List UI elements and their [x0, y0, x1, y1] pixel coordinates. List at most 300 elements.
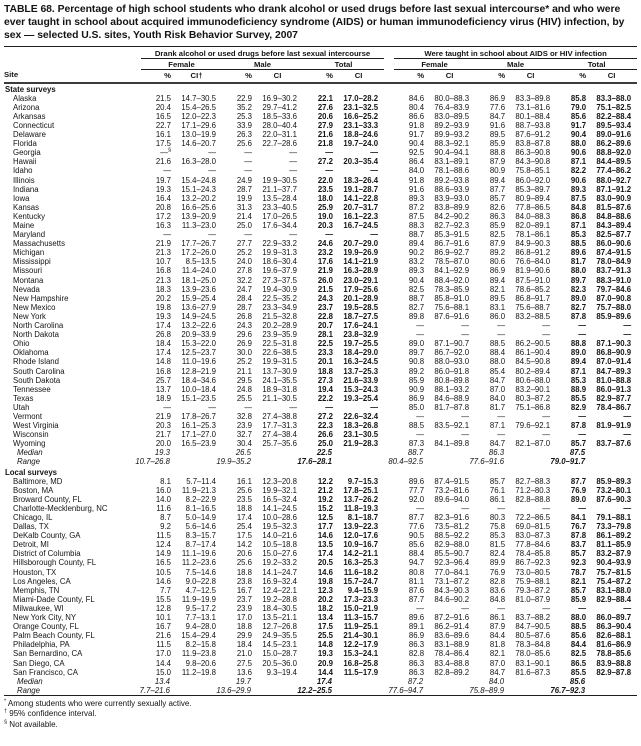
value-cell: 82.7–88.3: [515, 476, 551, 486]
gap-cell: [384, 504, 394, 513]
value-cell: 19.9–35.2: [216, 457, 251, 467]
value-cell: 84.9–90.3: [515, 239, 551, 249]
site-name: Milwaukee, WI: [13, 603, 64, 613]
value-cell: 8.3–15.7: [185, 531, 216, 541]
value-cell: 89.0: [570, 293, 587, 303]
value-cell: 9.3–19.4: [266, 667, 297, 677]
value-cell: 80.9–89.4: [515, 193, 551, 203]
value-cell: 11.3–15.7: [343, 613, 379, 623]
site-name: West Virginia: [13, 421, 59, 431]
site-name: Oklahoma: [13, 348, 49, 358]
value-cell: 76.7–92.3: [550, 685, 586, 695]
value-cell: 11.5: [156, 531, 171, 541]
value-cell: 15.1–23.5: [181, 393, 216, 403]
value-cell: 25.6: [236, 558, 252, 568]
value-cell: 89.9–93.2: [434, 130, 470, 140]
value-cell: 13.5–21.1: [262, 613, 297, 623]
value-cell: 28.1: [317, 330, 333, 340]
value-cell: —: [497, 430, 506, 440]
value-cell: 14.4: [317, 667, 333, 677]
value-cell: 86.3: [408, 667, 425, 677]
value-cell: 7.5–14.6: [185, 567, 216, 577]
value-cell: 20.1–28.9: [343, 293, 379, 303]
value-cell: 15.4–26.5: [181, 102, 216, 112]
subheader-male-drank: Male: [222, 58, 303, 69]
value-cell: 88.8: [489, 148, 506, 158]
value-cell: 16.3: [155, 221, 171, 231]
value-cell: 87.0: [489, 658, 506, 668]
site-name: Ohio: [13, 339, 30, 349]
value-cell: 17.6–24.1: [343, 321, 379, 331]
section-label: State surveys: [5, 84, 56, 94]
value-cell: —: [208, 148, 216, 158]
value-cell: —: [461, 411, 470, 421]
value-cell: 86.9: [489, 266, 506, 276]
value-cell: —: [578, 411, 587, 421]
section-label: Local surveys: [5, 467, 58, 477]
value-cell: 91.7: [570, 120, 587, 130]
value-cell: 87.3: [408, 439, 425, 449]
gap-cell: [384, 148, 394, 157]
value-cell: 9.4–28.0: [185, 622, 216, 632]
value-cell: 86.3: [488, 448, 505, 458]
value-cell: 16.8–25.8: [343, 658, 379, 668]
value-cell: 17.7–26.7: [181, 239, 216, 249]
value-cell: 79.3–87.2: [515, 585, 551, 595]
value-cell: —: [370, 402, 379, 412]
value-cell: —: [542, 330, 551, 340]
value-cell: 83.2–88.5: [515, 311, 551, 321]
value-cell: 76.9: [570, 485, 587, 495]
value-cell: 87.0–91.4: [596, 357, 632, 367]
value-cell: 17.6–28.1: [297, 457, 332, 467]
value-cell: [424, 686, 475, 696]
value-cell: 27.2: [317, 157, 333, 167]
site-name: Wisconsin: [13, 430, 49, 440]
value-cell: 19.9–31.3: [262, 248, 297, 258]
value-cell: 81.6–87.3: [515, 667, 551, 677]
value-cell: 14.1–22.8: [343, 193, 379, 203]
value-cell: 86.0–90.6: [596, 239, 632, 249]
value-cell: —: [623, 330, 632, 340]
value-cell: 83.2: [408, 257, 425, 267]
value-cell: 78.1–86.1: [515, 230, 551, 240]
value-cell: 88.7: [408, 230, 425, 240]
table-row: [4, 540, 637, 549]
value-cell: 89.4: [489, 275, 506, 285]
value-cell: 15.4–29.4: [181, 631, 216, 641]
site-name: Arkansas: [13, 111, 46, 121]
table-row: [4, 239, 637, 248]
value-cell: —: [542, 411, 551, 421]
value-cell: 15.3–24.3: [343, 384, 379, 394]
ci-header-first: CI†: [171, 69, 222, 83]
value-cell: 78.4–86.7: [596, 402, 632, 412]
value-cell: 24.7: [236, 284, 252, 294]
value-cell: 91.8: [408, 175, 425, 185]
footnotes: [4, 699, 636, 731]
value-cell: 89.2–93.9: [434, 120, 470, 130]
value-cell: 81.7: [570, 257, 587, 267]
value-cell: 21.3: [155, 248, 171, 258]
value-cell: 89.9: [489, 558, 506, 568]
value-cell: 82.8: [408, 649, 425, 659]
value-cell: 80.8–89.8: [434, 375, 470, 385]
value-cell: [505, 686, 556, 696]
value-cell: 9.5–17.2: [185, 603, 216, 613]
value-cell: 19.9–32.1: [262, 485, 297, 495]
subheader-female-drank: Female: [141, 58, 222, 69]
table-row: [4, 194, 637, 203]
table-row: [4, 522, 637, 531]
gap-cell: [384, 166, 394, 175]
gap-cell: [384, 157, 394, 166]
value-cell: 88.4–92.0: [434, 275, 470, 285]
value-cell: 85.6: [570, 631, 587, 641]
value-cell: 11.9–23.8: [181, 649, 216, 659]
value-cell: 29.9: [236, 631, 252, 641]
value-cell: 79.1–88.1: [596, 513, 632, 523]
table-row: [4, 248, 637, 257]
value-cell: 86.0: [489, 311, 506, 321]
value-cell: —: [497, 411, 506, 421]
value-cell: 89.8: [408, 311, 425, 321]
value-cell: 84.2–90.2: [434, 211, 470, 221]
value-cell: 83.0–87.3: [515, 531, 551, 541]
table-row: [4, 604, 637, 613]
value-cell: 4.7–12.5: [185, 585, 216, 595]
value-cell: —: [623, 430, 632, 440]
gap-cell: [384, 448, 394, 457]
gap-cell: [384, 294, 394, 303]
gap-cell: [384, 185, 394, 194]
value-cell: 87.8: [570, 531, 587, 541]
value-cell: —: [244, 230, 252, 240]
value-cell: 83.0–89.5: [434, 111, 470, 121]
value-cell: 11.9–21.3: [181, 485, 216, 495]
value-cell: 87.1–90.7: [434, 339, 470, 349]
value-cell: 16.3–25.3: [343, 558, 379, 568]
value-cell: 23.3–40.5: [262, 202, 297, 212]
value-cell: 87.5: [569, 448, 586, 458]
value-cell: 19.9: [236, 193, 252, 203]
value-cell: —: [163, 402, 171, 412]
value-cell: 13.6–29.9: [216, 685, 251, 695]
table-row: [4, 649, 637, 658]
value-cell: 23.3: [317, 348, 333, 358]
value-cell: 5.6–14.6: [185, 522, 216, 532]
table-row: [4, 94, 637, 103]
value-cell: 12.8: [155, 603, 171, 613]
value-cell: 88.4: [489, 348, 506, 358]
gap-cell: [384, 659, 394, 668]
value-cell: 73.1–87.2: [434, 576, 470, 586]
value-cell: 9.0–22.8: [185, 576, 216, 586]
value-cell: 87.9: [489, 239, 506, 249]
value-cell: 69.0–81.5: [515, 522, 551, 532]
value-cell: 88.4: [408, 549, 425, 559]
value-cell: 88.7: [407, 448, 424, 458]
value-cell: 19.7–24.0: [343, 139, 379, 149]
table-row: [4, 586, 637, 595]
value-cell: 20.5–36.0: [262, 658, 297, 668]
value-cell: 92.3: [570, 558, 587, 568]
value-cell: 19.0: [317, 211, 333, 221]
value-cell: 10.1: [155, 613, 171, 623]
value-cell: [505, 457, 556, 466]
value-cell: 86.0–91.8: [434, 366, 470, 376]
value-cell: 16.5–32.4: [262, 494, 297, 504]
value-cell: 18.6–30.4: [262, 257, 297, 267]
value-cell: 81.7–87.8: [434, 402, 470, 412]
value-cell: 86.2–90.5: [515, 339, 551, 349]
value-cell: 79.0–91.7: [550, 457, 586, 467]
value-cell: 84.0: [489, 393, 506, 403]
gap-cell: [384, 212, 394, 221]
gap-cell: [384, 668, 394, 677]
value-cell: 25.2: [236, 357, 252, 367]
value-cell: 90.4–93.9: [596, 558, 632, 568]
table-row: [4, 230, 637, 239]
gap-cell: [384, 357, 394, 366]
value-cell: 32.2: [236, 275, 252, 285]
value-cell: 32.7: [236, 430, 252, 440]
value-cell: 22.6–38.5: [262, 348, 297, 358]
value-cell: 87.6–91.2: [515, 130, 551, 140]
value-cell: 85.9: [489, 221, 506, 231]
value-cell: 17.4: [155, 348, 171, 358]
value-cell: [252, 686, 303, 696]
value-cell: [586, 448, 637, 457]
site-name: Idaho: [13, 166, 33, 176]
value-cell: 21.4–30.1: [343, 631, 379, 641]
site-name: New Hampshire: [13, 293, 69, 303]
value-cell: —: [208, 230, 216, 240]
value-cell: —: [497, 503, 506, 513]
value-cell: 11.5–17.9: [343, 667, 379, 677]
site-name: Iowa: [13, 193, 30, 203]
value-cell: 17.9–25.6: [343, 284, 379, 294]
value-cell: 20.4: [155, 102, 171, 112]
value-cell: 78.3–84.8: [515, 640, 551, 650]
value-cell: —: [416, 603, 425, 613]
value-cell: 19.3: [155, 184, 171, 194]
value-cell: 9.8–20.6: [185, 658, 216, 668]
value-cell: 21.9: [155, 239, 171, 249]
value-cell: 22.9: [236, 93, 252, 103]
value-cell: 17.1–27.0: [181, 430, 216, 440]
value-cell: 15.3–24.1: [343, 649, 379, 659]
value-cell: 82.1: [489, 284, 506, 294]
value-cell: 20.2: [155, 293, 171, 303]
value-cell: —: [416, 411, 425, 421]
value-cell: 20.9–33.9: [181, 330, 216, 340]
value-cell: 84.0–88.3: [515, 211, 551, 221]
value-cell: 86.0–92.0: [515, 175, 551, 185]
value-cell: 88.0: [570, 613, 587, 623]
value-cell: 29.7–41.2: [262, 102, 297, 112]
value-cell: 86.1–90.4: [515, 348, 551, 358]
table-row: [4, 640, 637, 649]
gap-cell: [384, 266, 394, 275]
value-cell: 26.8: [155, 330, 171, 340]
value-cell: 21.9: [155, 411, 171, 421]
table-row: [4, 166, 637, 175]
value-cell: 23.8: [236, 576, 252, 586]
value-cell: 86.3–90.4: [596, 622, 632, 632]
value-cell: 26.9: [236, 339, 252, 349]
value-cell: 19.3: [155, 311, 171, 321]
value-cell: 11.6: [156, 503, 171, 513]
site-name: San Diego, CA: [13, 658, 65, 668]
table-row: [4, 276, 637, 285]
value-cell: 15.1–24.3: [181, 184, 216, 194]
value-cell: 84.0: [488, 676, 505, 686]
value-cell: 16.5: [155, 558, 171, 568]
value-cell: [171, 448, 222, 457]
value-cell: 9.4–15.9: [347, 585, 379, 595]
value-cell: 72.2–86.5: [515, 513, 551, 523]
subheader-female-taught: Female: [394, 58, 475, 69]
table-row: [4, 185, 637, 194]
subheader-total-drank: Total: [303, 58, 384, 69]
gap-cell: [384, 577, 394, 586]
value-cell: 20.3: [317, 221, 333, 231]
value-cell: 22.0: [317, 175, 333, 185]
table-row: [4, 121, 637, 130]
value-cell: 12.2–25.5: [297, 685, 332, 695]
value-cell: 19.7: [235, 676, 251, 686]
value-cell: —: [542, 321, 551, 331]
value-cell: 73.5–81.2: [434, 522, 470, 532]
site-name: Boston, MA: [13, 485, 54, 495]
site-name: San Bernardino, CA: [13, 649, 83, 659]
value-cell: 78.4–85.8: [515, 549, 551, 559]
value-cell: 83.8–89.9: [434, 202, 470, 212]
value-cell: 76.9: [489, 567, 506, 577]
value-cell: 92.5: [408, 148, 425, 158]
value-cell: 22.2: [317, 393, 333, 403]
value-cell: 75.8: [489, 522, 506, 532]
section-header-row: [4, 467, 637, 477]
value-cell: —: [461, 330, 470, 340]
table-row: [4, 577, 637, 586]
value-cell: 22.9–33.2: [262, 239, 297, 249]
value-cell: 86.1: [489, 613, 506, 623]
value-cell: 11.9–19.9: [181, 594, 216, 604]
value-cell: —: [542, 603, 551, 613]
site-name: Nevada: [13, 284, 40, 294]
value-cell: 84.0: [408, 166, 425, 176]
value-cell: 78.8–85.6: [596, 649, 632, 659]
value-cell: 22.1: [317, 93, 333, 103]
value-cell: 18.8–24.6: [343, 130, 379, 140]
value-cell: 80.3–87.2: [515, 393, 551, 403]
value-cell: —: [289, 230, 297, 240]
value-cell: 85.3: [570, 230, 587, 240]
value-cell: 14.0–21.6: [262, 531, 297, 541]
value-cell: 87.8: [570, 421, 587, 431]
value-cell: 73.3–79.8: [596, 522, 632, 532]
value-cell: 87.5: [408, 211, 425, 221]
value-cell: 80.6: [489, 257, 506, 267]
value-cell: 89.7: [570, 275, 587, 285]
value-cell: 81.0–87.9: [515, 594, 551, 604]
gap-cell: [384, 248, 394, 257]
site-name: Montana: [13, 275, 44, 285]
gap-cell: [384, 640, 394, 649]
value-cell: 75.7–81.5: [596, 567, 632, 577]
gap-cell: [384, 321, 394, 330]
value-cell: 17.2: [155, 211, 171, 221]
value-cell: 86.4: [408, 157, 425, 167]
value-cell: 83.7–88.2: [515, 613, 551, 623]
value-cell: 22.5–31.8: [262, 339, 297, 349]
value-cell: 82.9–88.0: [434, 540, 470, 550]
table-row: [4, 130, 637, 139]
value-cell: 14.2: [236, 540, 252, 550]
value-cell: 84.6: [408, 93, 425, 103]
value-cell: 82.5: [408, 284, 425, 294]
value-cell: 11.2–23.6: [181, 558, 216, 568]
value-cell: —: [461, 503, 470, 513]
gap-cell: [384, 330, 394, 339]
value-cell: 81.9–90.6: [515, 266, 551, 276]
value-cell: 21.7: [155, 430, 171, 440]
value-cell: 21.9: [317, 266, 333, 276]
gap-cell: [384, 586, 394, 595]
value-cell: —: [416, 430, 425, 440]
value-cell: 82.6: [489, 202, 506, 212]
value-cell: 16.3–24.5: [343, 357, 379, 367]
value-cell: [252, 677, 303, 686]
value-cell: 16.7–24.5: [343, 221, 379, 231]
gap-cell: [384, 230, 394, 239]
value-cell: 78.0–84.9: [596, 257, 632, 267]
value-cell: 10.7–26.8: [135, 457, 170, 467]
gap-cell: [384, 631, 394, 640]
value-cell: 22.6–32.4: [343, 411, 379, 421]
table-row: [4, 631, 637, 640]
value-cell: 22.8: [317, 311, 333, 321]
value-cell: 85.3: [489, 531, 506, 541]
gap-cell: [384, 139, 394, 148]
value-cell: 88.9: [570, 384, 587, 394]
value-cell: 82.7: [570, 302, 587, 312]
value-cell: 89.6: [570, 248, 587, 258]
value-cell: 17.0: [155, 649, 171, 659]
table-row: [4, 367, 637, 376]
value-cell: 12.2–17.9: [343, 640, 379, 650]
value-cell: 15.0–27.6: [262, 549, 297, 559]
value-cell: 29.5: [236, 375, 252, 385]
gap-cell: [384, 394, 394, 403]
value-cell: 80.0–88.3: [434, 93, 470, 103]
value-cell: 19.2: [317, 494, 333, 504]
table-row: [4, 285, 637, 294]
value-cell: 79.6–92.1: [515, 421, 551, 431]
site-name: Alaska: [13, 93, 37, 103]
value-cell: 8.1–18.7: [347, 513, 379, 523]
value-cell: 80.2–89.4: [515, 366, 551, 376]
site-name: Michigan: [13, 248, 45, 258]
table-row: [4, 549, 637, 558]
data-table: [4, 46, 637, 696]
site-name: Hillsborough County, FL: [13, 558, 97, 568]
value-cell: 88.7–93.8: [515, 120, 551, 130]
value-cell: 83.1–90.1: [515, 658, 551, 668]
value-cell: 83.1–88.0: [596, 585, 632, 595]
